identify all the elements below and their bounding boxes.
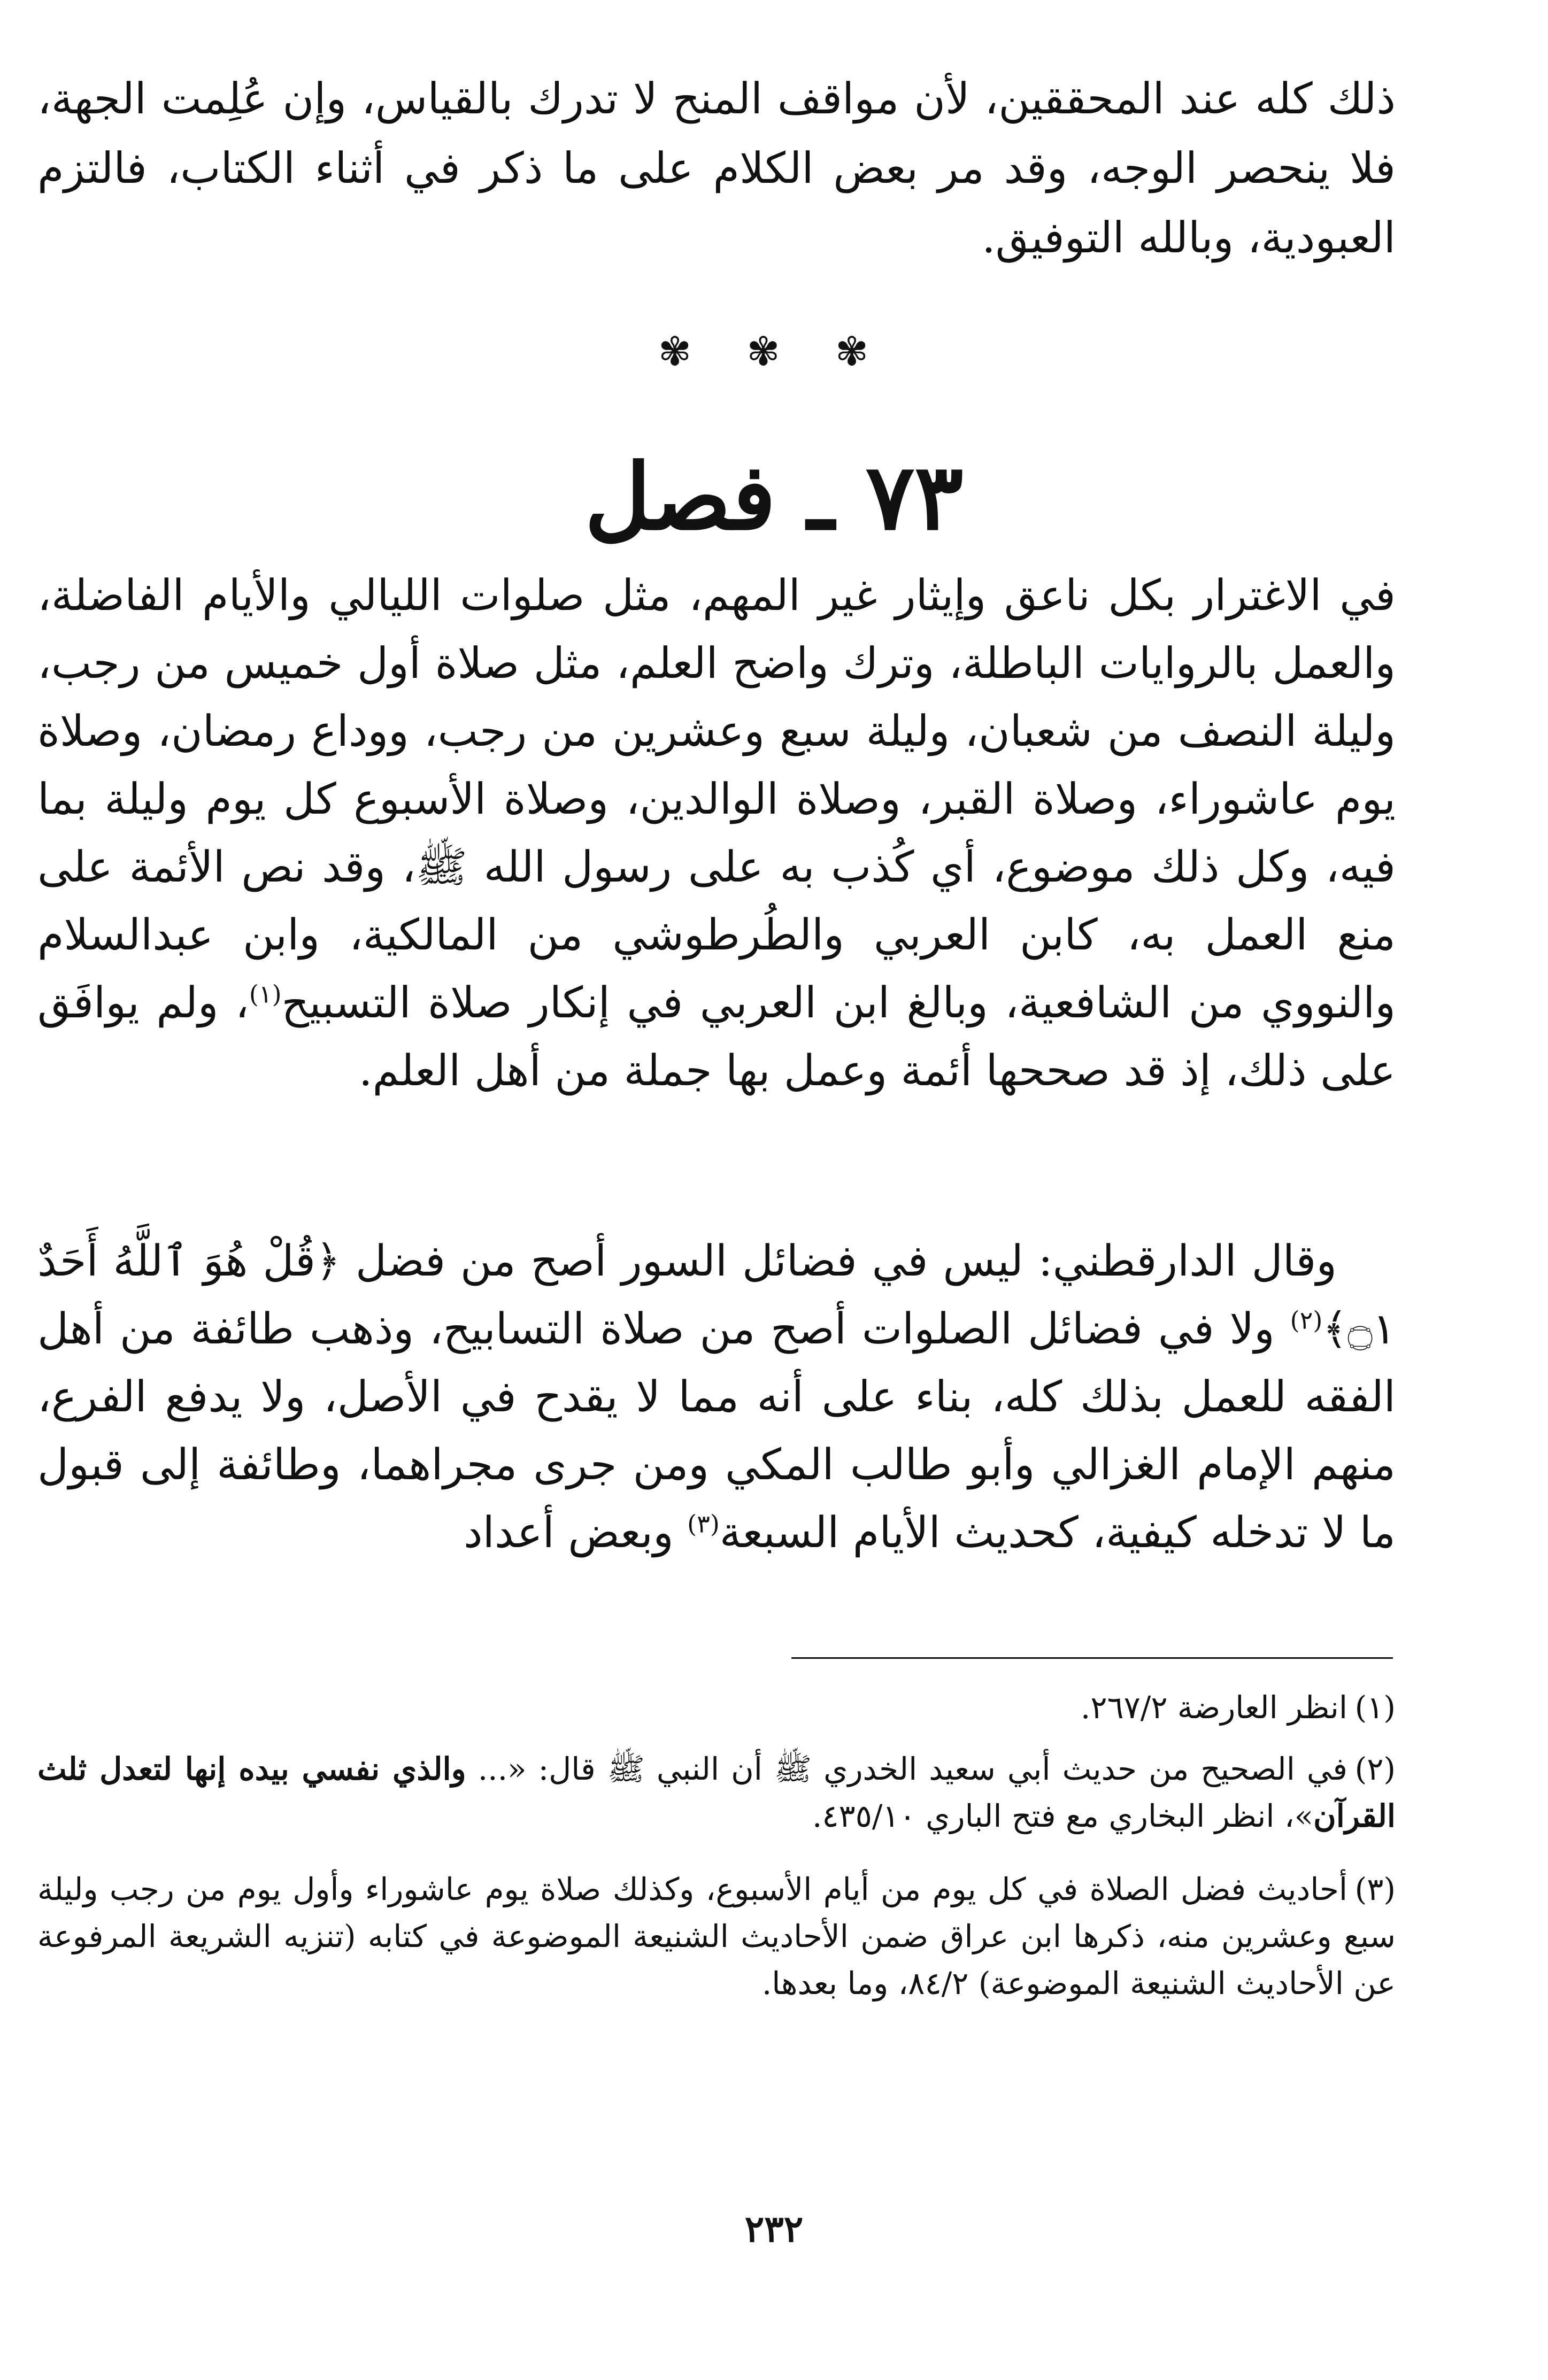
footnote-3 bbox=[37, 1866, 1396, 2007]
body-paragraph-2-text-b: ولا في فضائل الصلوات أصح من صلاة التسابيح، وذهب طائفة من أهل الفقه للعمل بذلك كله، بناء على أنه مما لا يقدح في الأصل، ولا يدفع الفرع، منهم الإمام الغزالي وأبو طالب المكي ومن جرى مجراهما، وطائفة إلى قبول ما لا تدخله كيفية، كحديث الأيام السبعة bbox=[37, 1304, 1396, 1557]
body-paragraph-1-text-a: في الاغترار بكل ناعق وإيثار غير المهم، مثل صلوات الليالي والأيام الفاضلة، والعمل بالروايات الباطلة، وترك واضح العلم، مثل صلاة أول خميس من رجب، وليلة النصف من شعبان، وليلة سبع وعشرين من رجب، ووداع رمضان، وصلاة يوم عاشوراء، وصلاة القبر، وصلاة الوالدين، وصلاة الأسبوع كل يوم وليلة بما فيه، وكل ذلك موضوع، أي كُذب به على رسول الله ﷺ، وقد نص الأئمة على منع العمل به، كابن العربي والطُرطوشي من المالكية، وابن عبدالسلام والنووي من الشافعية، وبالغ ابن العربي في إنكار صلاة التسبيح bbox=[37, 570, 1396, 1027]
footnote-ref-1: (١) bbox=[249, 979, 282, 1009]
body-paragraph-2 bbox=[37, 1227, 1396, 1566]
footnote-2 bbox=[37, 1745, 1396, 1840]
footnote-separator bbox=[791, 1657, 1393, 1659]
footnote-2-hadith-quote: والذي نفسي بيده إنها لتعدل ثلث القرآن bbox=[37, 1751, 1396, 1834]
body-paragraph-1 bbox=[37, 561, 1396, 1104]
intro-paragraph: ذلك كله عند المحققين، لأن مواقف المنح لا تدرك بالقياس، وإن عُلِمت الجهة، فلا ينحصر الوجه، وقد مر بعض الكلام على ما ذكر في أثناء الكتاب، فالتزم العبودية، وبالله التوفيق. bbox=[37, 74, 1396, 262]
footnote-2-text-a: في الصحيح من حديث أبي سعيد الخدري ﷺ أن النبي ﷺ قال: «... bbox=[466, 1751, 1347, 1787]
footnote-2-number: (٢) bbox=[1354, 1751, 1396, 1787]
body-paragraph-2-text-a: وقال الدارقطني: ليس في فضائل السور أصح من فضل ﴿قُلْ هُوَ ٱللَّهُ أَحَدٌ ۝١﴾ bbox=[37, 1236, 1396, 1354]
section-divider-ornament: ✾ ✾ ✾ bbox=[658, 329, 890, 375]
page-number: ٢٣٢ bbox=[744, 2208, 804, 2251]
footnote-1-number: (١) bbox=[1354, 1689, 1396, 1726]
footnote-ref-3: (٣) bbox=[687, 1509, 720, 1539]
footnote-1 bbox=[37, 1684, 1396, 1731]
section-heading: ٧٣ ـ فصل bbox=[584, 444, 964, 551]
footnote-1-text: انظر العارضة ٢٦٧/٢. bbox=[1080, 1689, 1347, 1726]
footnote-3-number: (٣) bbox=[1354, 1871, 1396, 1907]
body-paragraph-1-text-b: ، ولم يوافَق على ذلك، إذ قد صححها أئمة وعمل بها جملة من أهل العلم. bbox=[37, 978, 1396, 1095]
footnote-3-text: أحاديث فضل الصلاة في كل يوم من أيام الأسبوع، وكذلك صلاة يوم عاشوراء وأول يوم من رجب وليلة سبع وعشرين منه، ذكرها ابن عراق ضمن الأحاديث الشنيعة الموضوعة في كتابه (تنزيه الشريعة المرفوعة عن الأحاديث الشنيعة الموضوعة) ٨٤/٢، وما بعدها. bbox=[37, 1871, 1396, 2002]
body-paragraph-2-text-c: وبعض أعداد bbox=[463, 1508, 688, 1557]
footnote-2-text-b: »، انظر البخاري مع فتح الباري ٤٣٥/١٠. bbox=[812, 1798, 1314, 1834]
footnote-ref-2: (٢) bbox=[1290, 1305, 1323, 1335]
